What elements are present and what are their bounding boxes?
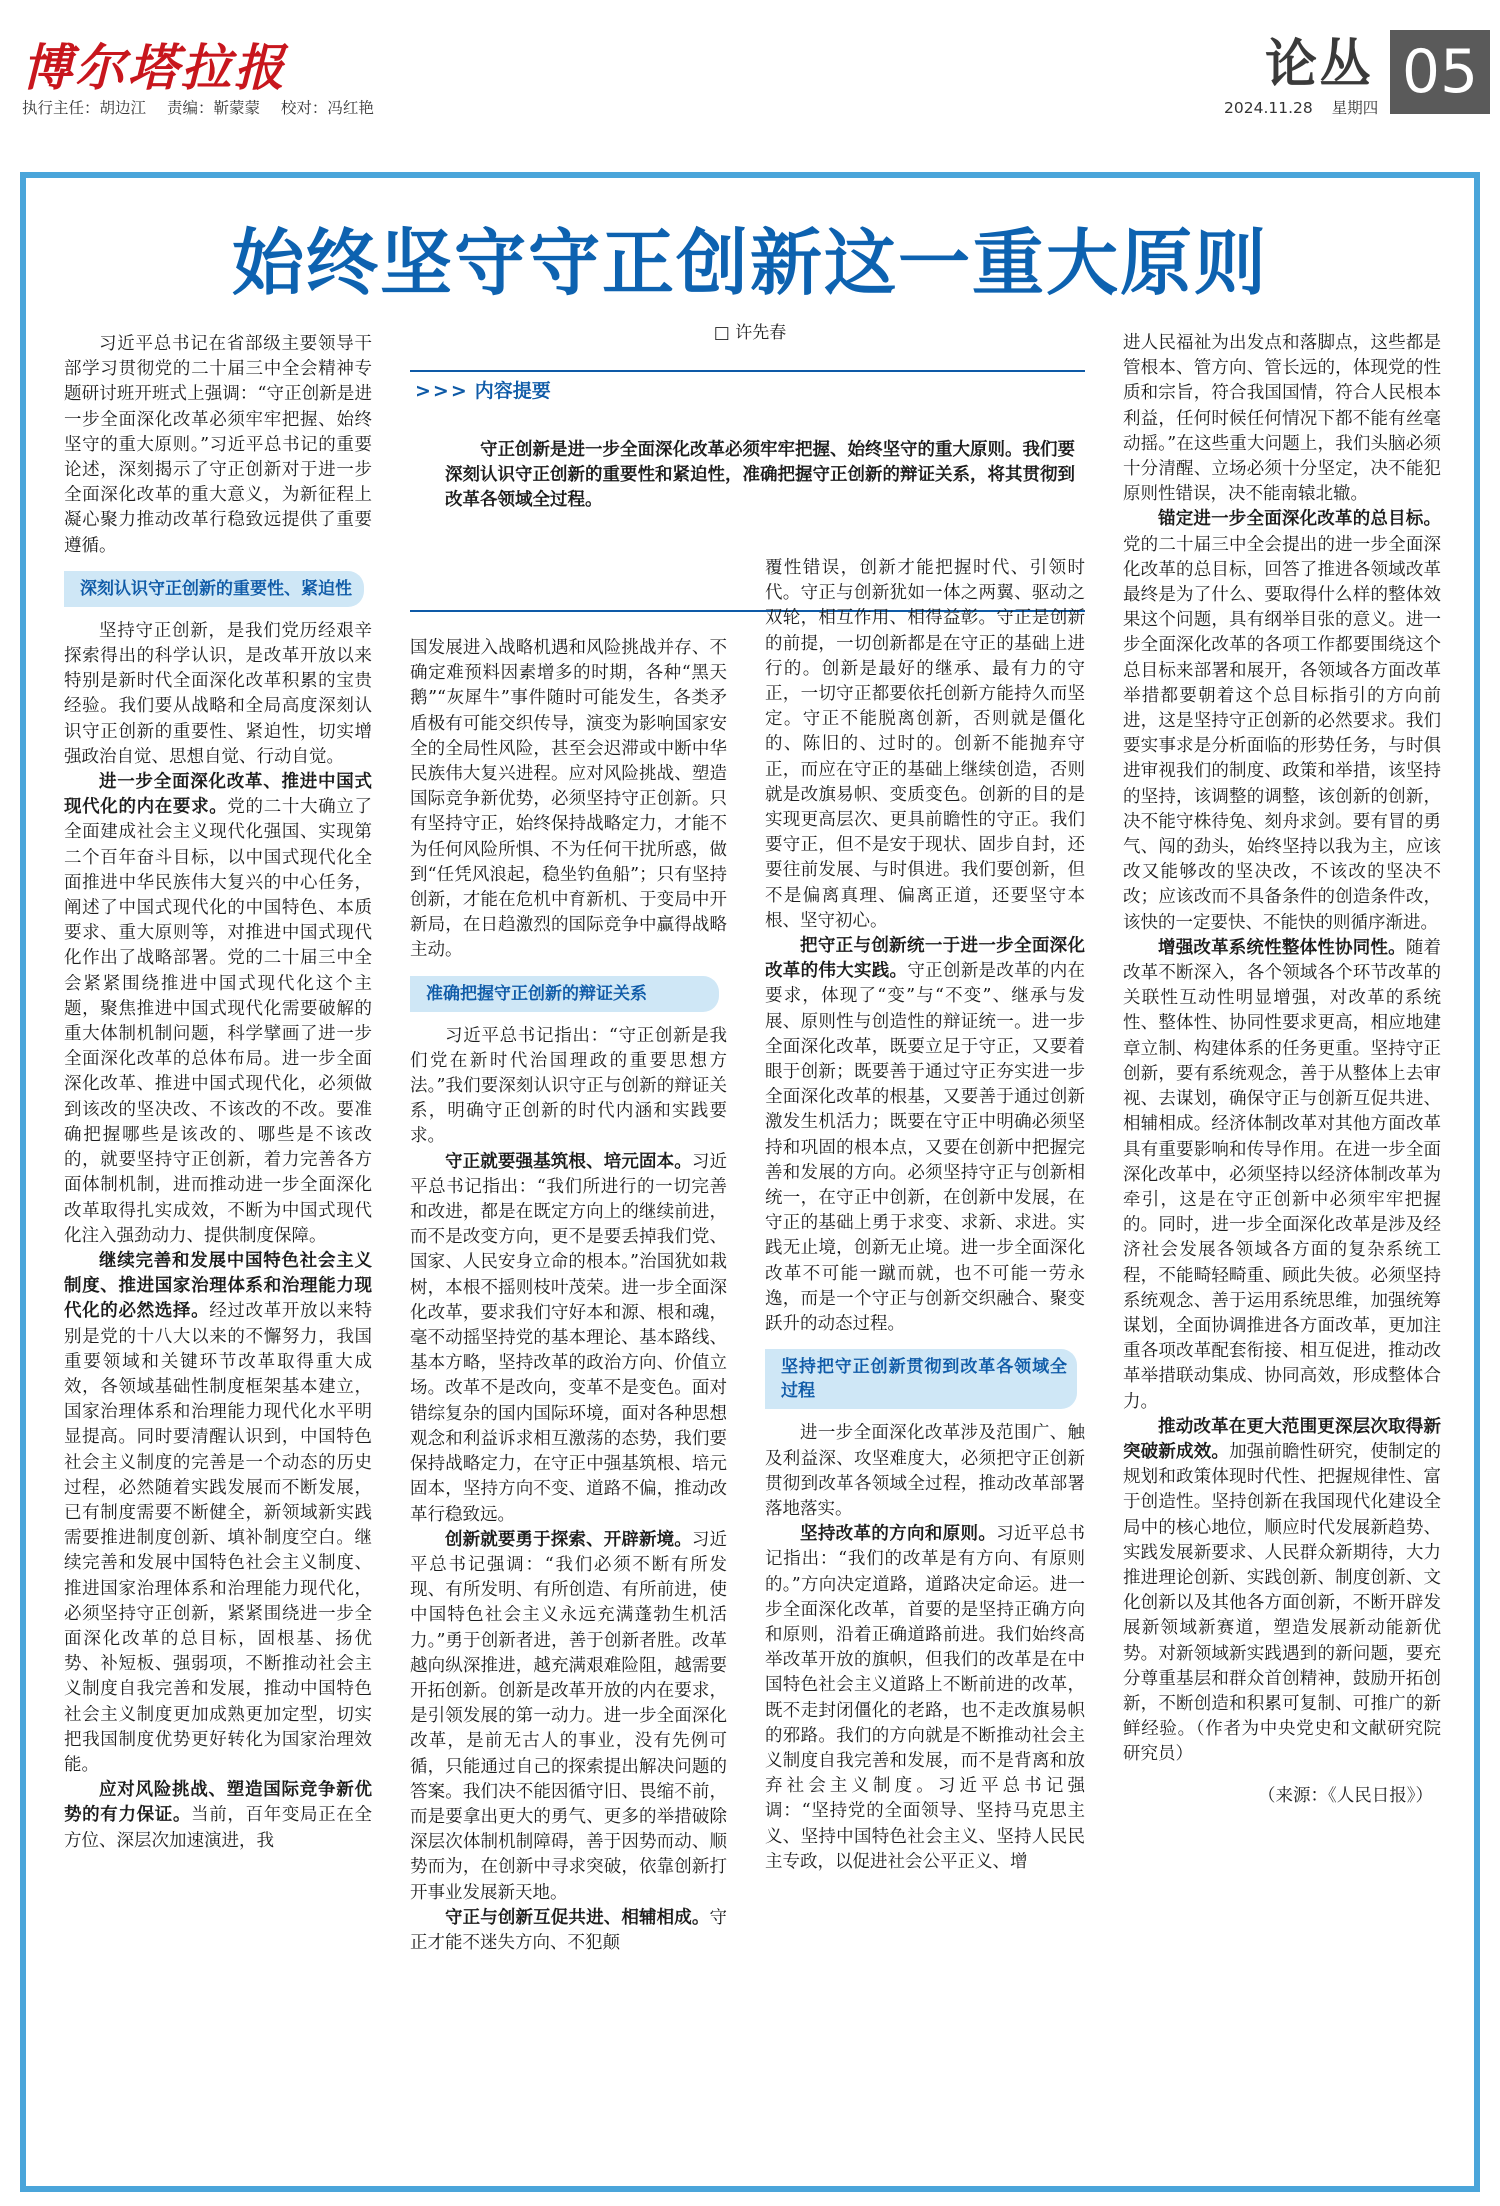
paragraph-lead: 锚定进一步全面深化改革的总目标。 [1158, 509, 1441, 530]
paragraph-lead: 继续完善和发展中国特色社会主义制度、推进国家治理体系和治理能力现代化的必然选择。 [64, 1250, 372, 1322]
paragraph-lead: 推动改革在更大范围更深层次取得新突破新成效。 [1123, 1416, 1441, 1462]
staff-editor: 责编：靳蒙蒙 [166, 99, 260, 117]
paragraph [765, 934, 1085, 1337]
paragraph [64, 770, 372, 1249]
newspaper-logo: 博尔塔拉报 [22, 38, 287, 97]
staff-chief: 执行主任：胡边江 [22, 99, 147, 117]
paragraph: 进一步全面深化改革涉及范围广、触及利益深、攻坚难度大，必须把守正创新贯彻到改革各领域全过程，推动改革部署落地落实。 [765, 1423, 1085, 1519]
paragraph [410, 1906, 727, 1956]
issue-weekday: 星期四 [1331, 99, 1379, 117]
paragraph [765, 1522, 1085, 1875]
section-subhead: 坚持把守正创新贯彻到改革各领域全过程 [765, 1349, 1077, 1409]
abstract-heading [415, 376, 551, 403]
paragraph [410, 1528, 727, 1906]
paragraph-lead: 坚持改革的方向和原则。 [800, 1524, 997, 1545]
paragraph [64, 1778, 372, 1854]
author-byline: □ 许先春 [713, 323, 787, 343]
paragraph-body: 习近平总书记指出：“我们所进行的一切完善和改进，都是在既定方向上的继续前进，而不是改变方向，更不是要丢掉我们党、国家、人民安身立命的根本。”治国犹如栽树，本根不摇则枝叶茂荣。进一步全面深化改革，要求我们守好本和源、根和魂，毫不动摇坚持党的基本理论、基本路线、基本方略，坚持改革的政治方向、价值立场。改革不是改向，变革不是变色。面对错综复杂的国内国际环境，面对各种思想观念和利益诉求相互激荡的态势，我们要保持战略定力，在守正中强基筑根、培元固本，坚持方向不变、道路不偏，推动改革行稳致远。 [410, 1151, 728, 1525]
paragraph: 坚持守正创新，是我们党历经艰辛探索得出的科学认识，是改革开放以来特别是新时代全面深化改革积累的宝贵经验。我们要从战略和全局高度深刻认识守正创新的重要性、紧迫性，切实增强政治自觉、思想自觉、行动自觉。 [64, 620, 372, 767]
paragraph-body: 守正创新是改革的内在要求，体现了“变”与“不变”、继承与发展、原则性与创造性的辩证统一。进一步全面深化改革，既要立足于守正，又要着眼于创新；既要善于通过守正夯实进一步全面深化改革的根基，又要善于通过创新激发生机活力；既要在守正中明确必须坚持和巩固的根本点，又要在创新中把握完善和发展的方向。必须坚持守正与创新相统一，在守正中创新，在创新中发展，在守正的基础上勇于求变、求新、求进。实践无止境，创新无止境。进一步全面深化改革不可能一蹴而就，也不可能一劳永逸，而是一个守正与创新交织融合、聚变跃升的动态过程。 [765, 961, 1086, 1335]
paragraph: 国发展进入战略机遇和风险挑战并存、不确定难预料因素增多的时期，各种“黑天鹅”“灰犀牛”事件随时可能发生，各类矛盾极有可能交织传导，演变为影响国家安全的全局性风险，甚至会迟滞或中断中华民族伟大复兴进程。应对风险挑战、塑造国际竞争新优势，必须坚持守正创新。只有坚持守正，始终保持战略定力，才能不为任何风险所惧、不为任何干扰所惑，做到“任凭风浪起，稳坐钓鱼船”；只有坚持创新，才能在危机中育新机、于变局中开新局，在日趋激烈的国际竞争中赢得战略主动。 [410, 638, 727, 961]
paragraph-lead: 守正就要强基筑根、培元固本。 [445, 1151, 692, 1172]
paragraph: 习近平总书记指出：“守正创新是我们党在新时代治国理政的重要思想方法。”我们要深刻认识守正与创新的辩证关系，明确守正创新的时代内涵和实践要求。 [410, 1025, 727, 1147]
paragraph [64, 1249, 372, 1778]
section-name: 论丛 [1265, 35, 1374, 95]
paragraph [410, 1150, 727, 1528]
paragraph-lead: 守正与创新互促共进、相辅相成。 [445, 1907, 710, 1928]
paragraph-body: 党的二十届三中全会提出的进一步全面深化改革的总目标，回答了推进各领域改革最终是为了什么、要取得什么样的整体效果这个问题，具有纲举目张的意义。进一步全面深化改革的各项工作都要围绕这个总目标来部署和展开，各领域各方面改革举措都要朝着这个总目标指引的方向前进，这是坚持守正创新的必然要求。我们要实事求是分析面临的形势任务，与时俱进审视我们的制度、政策和举措，该坚持的坚持，该调整的调整，该创新的创新，决不能守株待兔、刻舟求剑。要有冒的勇气、闯的劲头，始终坚持以我为主，应该改又能够改的坚决改，不该改的坚决不改；应该改而不具备条件的创造条件改，该快的一定要快、不能快的则循序渐进。 [1123, 534, 1441, 933]
paragraph: 覆性错误，创新才能把握时代、引领时代。守正与创新犹如一体之两翼、驱动之双轮，相互作用、相得益彰。守正是创新的前提，一切创新都是在守正的基础上进行的。创新是最好的继承、最有力的守正，一切守正都要依托创新方能持久而坚定。守正不能脱离创新，否则就是僵化的、陈旧的、过时的。创新不能抛弃守正，而应在守正的基础上继续创造，否则就是改旗易帜、变质变色。创新的目的是实现更高层次、更具前瞻性的守正。我们要守正，但不是安于现状、固步自封，还要往前发展、与时俱进。我们要创新，但不是偏离真理、偏离正道，还要坚守本根、坚守初心。 [765, 558, 1085, 931]
paragraph-lead: 增强改革系统性整体性协同性。 [1158, 937, 1406, 958]
paragraph [1123, 1415, 1441, 1768]
paragraph-body: 习近平总书记强调：“我们必须不断有所发现、有所发明、有所创造、有所前进，使中国特色社会主义永远充满蓬勃生机活力。”勇于创新者进，善于创新者胜。改革越向纵深推进，越充满艰难险阻，越需要开拓创新。创新是改革开放的内在要求，是引领发展的第一动力。进一步全面深化改革，是前无古人的事业，没有先例可循，只能通过自己的探索提出解决问题的答案。我们决不能因循守旧、畏缩不前，而是要拿出更大的勇气、更多的举措破除深层次体制机制障碍，善于因势而动、顺势而为，在创新中寻求突破，依靠创新打开事业发展新天地。 [410, 1529, 728, 1903]
text-column-3 [765, 556, 1085, 1875]
paragraph-body: 随着改革不断深入，各个领域各个环节改革的关联性互动性明显增强，对改革的系统性、整体性、协同性要求更高，相应地建章立制、构建体系的任务更重。坚持守正创新，要有系统观念，善于从整体上去审视、去谋划，确保守正与创新互促共进、相辅相成。经济体制改革对其他方面改革具有重要影响和传导作用。在进一步全面深化改革中，必须坚持以经济体制改革为牵引，这是在守正创新中必须牢牢把握的。同时，进一步全面深化改革是涉及经济社会发展各领域各方面的复杂系统工程，不能畸轻畸重、顾此失彼。必须坚持系统观念、善于运用系统思维，加强统筹谋划，全面协调推进各方面改革，更加注重各项改革配套衔接、相互促进，推动改革举措联动集成、协同高效，形成整体合力。 [1123, 937, 1442, 1412]
paragraph-lead: 把守正与创新统一于进一步全面深化改革的伟大实践。 [765, 936, 1085, 982]
paragraph [1123, 936, 1441, 1415]
article-title: 始终坚守守正创新这一重大原则 [231, 220, 1268, 305]
paragraph-lead: 进一步全面深化改革、推进中国式现代化的内在要求。 [64, 772, 372, 818]
paragraph-body: 经过改革开放以来特别是党的十八大以来的不懈努力，我国重要领域和关键环节改革取得重大成效，各领域基础性制度框架基本建立，国家治理体系和治理能力现代化水平明显提高。同时要清醒认识到，中国特色社会主义制度的完善是一个动态的历史过程，必然随着实践发展而不断发展，已有制度需要不断健全，新领域新实践需要推进制度创新、填补制度空白。继续完善和发展中国特色社会主义制度、推进国家治理体系和治理能力现代化，必须坚持守正创新，紧紧围绕进一步全面深化改革的总目标，固根基、扬优势、补短板、强弱项，不断推动社会主义制度自我完善和发展，推动中国特色社会主义制度更加成熟更加定型，切实把我国制度优势更好转化为国家治理效能。 [64, 1301, 372, 1775]
triple-chevron-icon: >>> [415, 380, 469, 402]
paragraph: 习近平总书记在省部级主要领导干部学习贯彻党的二十届三中全会精神专题研讨班开班式上强调：“守正创新是进一步全面深化改革必须牢牢把握、始终坚守的重大原则。”习近平总书记的重要论述，深刻揭示了守正创新对于进一步全面深化改革的重大意义，为新征程上凝心聚力推动改革行稳致远提供了重要遵循。 [64, 334, 372, 556]
text-column-4 [1123, 331, 1441, 1809]
paragraph-body: 党的二十大确立了全面建成社会主义现代化强国、实现第二个百年奋斗目标，以中国式现代化全面推进中华民族伟大复兴的中心任务，阐述了中国式现代化的中国特色、本质要求、重大原则等，对推进中国式现代化作出了战略部署。党的二十届三中全会紧紧围绕推进中国式现代化这个主题，聚焦推进中国式现代化需要破解的重大体制机制问题，科学擘画了进一步全面深化改革的总体布局。进一步全面深化改革、推进中国式现代化，必须做到该改的坚决改、不该改的不改。要准确把握哪些是该改的、哪些是不该改的，就要坚持守正创新，着力完善各方面体制机制，进而推动进一步全面深化改革取得扎实成效，不断为中国式现代化注入强劲动力、提供制度保障。 [64, 797, 372, 1246]
abstract-heading-label: 内容提要 [474, 380, 551, 402]
paragraph-body: 当前，百年变局正在全方位、深层次加速演进，我 [64, 1805, 372, 1851]
paragraph-lead: 应对风险挑战、塑造国际竞争新优势的有力保证。 [64, 1780, 372, 1826]
section-subhead: 深刻认识守正创新的重要性、紧迫性 [64, 571, 364, 607]
issue-date: 2024.11.28 [1224, 99, 1313, 117]
paragraph-body: 加强前瞻性研究，使制定的规划和政策体现时代性、把握规律性、富于创造性。坚持创新在我国现代化建设全局中的核心地位，顺应时代发展新趋势、实践发展新要求、人民群众新期待，大力推进理论创新、实践创新、制度创新、文化创新以及其他各方面创新，不断开辟发展新领域新赛道，塑造发展新动能新优势。对新领域新实践遇到的新问题，要充分尊重基层和群众首创精神，鼓励开拓创新，不断创造和积累可复制、可推广的新鲜经验。 [1123, 1441, 1442, 1740]
paragraph-body: 守正才能不迷失方向、不犯颠 [410, 1907, 727, 1953]
paragraph: 进人民福祉为出发点和落脚点，这些都是管根本、管方向、管长远的，体现党的性质和宗旨，符合我国国情，符合人民根本利益，任何时候任何情况下都不能有丝毫动摇。”在这些重大问题上，我们头脑必须十分清醒、立场必须十分坚定，决不能犯原则性错误，决不能南辕北辙。 [1123, 333, 1441, 505]
text-column-2 [410, 636, 727, 1956]
section-subhead: 准确把握守正创新的辩证关系 [410, 976, 719, 1012]
article-source: （来源：《人民日报》） [1258, 1785, 1433, 1806]
paragraph-body: 习近平总书记指出：“我们的改革是有方向、有原则的。”方向决定道路，道路决定命运。进一步全面深化改革，首要的是坚持正确方向和原则，沿着正确道路前进。我们始终高举改革开放的旗帜，但我们的改革是在中国特色社会主义道路上不断前进的改革，既不走封闭僵化的老路，也不走改旗易帜的邪路。我们的方向就是不断推动社会主义制度自我完善和发展，而不是背离和放弃社会主义制度。习近平总书记强调：“坚持党的全面领导、坚持马克思主义、坚持中国特色社会主义、坚持人民民主专政，以促进社会公平正义、增 [765, 1524, 1086, 1872]
abstract-text: 守正创新是进一步全面深化改革必须牢牢把握、始终坚守的重大原则。我们要深刻认识守正创新的重要性和紧迫性，准确把握守正创新的辩证关系，将其贯彻到改革各领域全过程。 [445, 440, 1075, 511]
editorial-staff-line [22, 96, 390, 118]
paragraph [1123, 507, 1441, 935]
author-note: （作者为中央党史和文献研究院研究员） [1123, 1719, 1441, 1765]
paragraph-lead: 创新就要勇于探索、开辟新境。 [445, 1529, 692, 1550]
text-column-1 [64, 332, 372, 1854]
date-line [1210, 96, 1378, 118]
page-number: 05 [1390, 30, 1490, 114]
staff-proofreader: 校对：冯红艳 [280, 99, 374, 117]
